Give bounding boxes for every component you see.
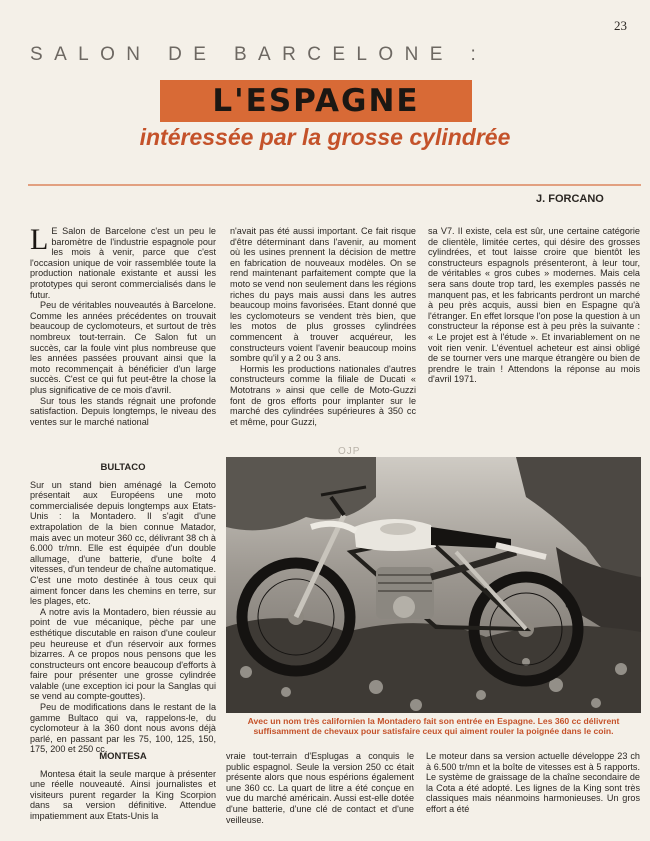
section-heading-bultaco: BULTACO (100, 462, 146, 473)
intro-paragraph: Peu de véritables nouveautés à Barcelone. Comme les années précédentes on trouvait beaucoup de cyclomoteurs, et surtout de très nombreux tout-terrain. Ce Salon fut un succès, car la foule vint plus nombreuse que les années passées prouvant ainsi que la moto recommençait à bénéficier d'un large succès. C'est ce qui fut peut-être la chose la plus significative de ce mois d'avril. (30, 300, 216, 395)
montesa-paragraph: Montesa était la seule marque à présenter une réelle nouveauté. Ainsi journalistes et visiteurs purent regarder la King Scorpion dans sa version définitive. Attendue impatiemment aux Etats-Unis la (30, 768, 216, 821)
montesa-column-2 (226, 751, 414, 825)
intro-paragraph: Sur tous les stands régnait une profonde satisfaction. Depuis longtemps, le niveau des ventes sur le marché national (30, 395, 216, 427)
intro-column-3 (428, 226, 640, 385)
supertitle: SALON DE BARCELONE : (30, 44, 488, 65)
page-number: 23 (614, 18, 627, 33)
watermark: OJP (338, 446, 361, 457)
bultaco-paragraph: Sur un stand bien aménagé la Cemoto présentait aux Européens une moto commercialisée depuis longtemps aux Etats-Unis : la Montadero. Il s'agit d'une extrapolation de la bien connue Matador, mais avec un moteur 360 cc, délivrant 38 ch à 6.000 tr/mn. Elle est équipée d'un double allumage, d'une batterie, d'une boîte 4 vitesses, d'un tendeur de chaîne automatique. C'est une moto destinée à tous ceux qui aiment foncer dans les chemins en terre, sur les plages, etc. (30, 479, 216, 607)
montesa-paragraph: Le moteur dans sa version actuelle développe 23 ch à 6.500 tr/mn et la boîte de vitesses est à 5 rapports. Le système de graissage de la chaîne secondaire de la Cota a été adopté. Les lignes de la King sont très classiques mais néanmoins harmonieuses. Un gros effort a été (426, 751, 640, 814)
bultaco-section (30, 463, 216, 755)
author-byline: J. FORCANO (536, 193, 604, 205)
montadero-photo-illustration (226, 457, 641, 713)
intro-column-1 (30, 223, 216, 427)
title-banner (160, 80, 472, 122)
intro-paragraph: L E Salon de Barcelone c'est un peu le baromètre de l'industrie espagnole pour les mois à venir, parce que c'est l'occasion unique de voir rassemblée toute la production nationale existante et aussi les prototypes qui seront commercialisés dans le futur. (30, 223, 216, 300)
divider (28, 184, 641, 186)
page-title: L'ESPAGNE (212, 83, 420, 119)
motorcycle-photo (226, 457, 641, 713)
montesa-column-3 (426, 751, 640, 815)
subtitle: intéressée par la grosse cylindrée (139, 124, 511, 150)
intro-column-2 (230, 226, 416, 427)
montesa-paragraph: vraie tout-terrain d'Esplugas a conquis le public espagnol. Seule la version 250 cc était présente alors que nous espérions également une 360 cc. La quart de litre a été conçue en vue du marché américain. Aussi est-elle dotée d'une batterie, d'une clé de contact et d'une veilleuse. (226, 751, 414, 825)
intro-paragraph: Hormis les productions nationales d'autres constructeurs comme la filiale de Ducati « Mototrans » ainsi que celle de Moto-Guzzi font de gros efforts pour implanter sur le marché des cylindrées supérieures à 350 cc et même, pour Guzzi, (230, 363, 416, 427)
intro-paragraph: sa V7. Il existe, cela est sûr, une certaine catégorie de clientèle, limitée certes, qui désire des grosses cylindrées, et tout laisse croire que bientôt les constructeurs espagnols présenteront, à leur tour, de véritables « gros cubes » modernes. Mais cela sera sans doute trop tard, les exemples passés ne manquent pas, et les fabricants perdront un marché à peu près acquis, aussi bien en Espagne qu'à l'étranger. En effet lorsque l'on pose la question à un constructeur la réponse est à peu près la suivante : « Le projet est à l'étude ». Et invariablement on ne voit rien venir. L'éventuel acheteur est ainsi obligé de se tourner vers une marque étrangère ou bien de prendre le train ! Attendons la réponse au mois d'avril 1971. (428, 226, 640, 385)
montesa-column-1 (30, 752, 216, 822)
photo-caption: Avec un nom très californien la Montadero fait son entrée en Espagne. Les 360 cc délivrent suffisamment de chevaux pour satisfaire ceux qui aiment rouler la poignée dans le coin. (247, 716, 620, 736)
bultaco-paragraph: Peu de modifications dans le restant de la gamme Bultaco qui va, rappelons-le, du cyclomoteur à la 360 dont nous avons déjà parlé, en passant par les 75, 100, 125, 150, 175, 200 et 250 cc. (30, 702, 216, 755)
intro-paragraph: n'avait pas été aussi important. Ce fait risque d'être déterminant dans l'avenir, au moment où les usines prennent la décision de mettre en fabrication de nouveaux modèles. On se rend maintenant parfaitement compte que la moto se vend non seulement dans les régions riches du pays mais aussi dans les autres beaucoup moins favorisées. Etant donné que les cyclomoteurs se vendent très bien, que les motos de plus grosses cylindrées commencent à trouver acquéreur, les constructeurs voient l'avenir beaucoup moins sombre qu'il y a 2 ou 3 ans. (230, 226, 416, 364)
section-heading-montesa: MONTESA (99, 751, 147, 762)
bultaco-paragraph: A notre avis la Montadero, bien réussie au point de vue mécanique, pèche par une esthétique discutable en raison d'une couleur peu heureuse et d'un réservoir aux formes bizarres. A ce propos nous pensons que les constructeurs ont encore beaucoup d'efforts à faire pour présenter une grosse cylindrée valable (une exception ici pour la Sanglas qui se vend au compte-gouttes). (30, 606, 216, 702)
drop-cap: L (30, 223, 49, 256)
